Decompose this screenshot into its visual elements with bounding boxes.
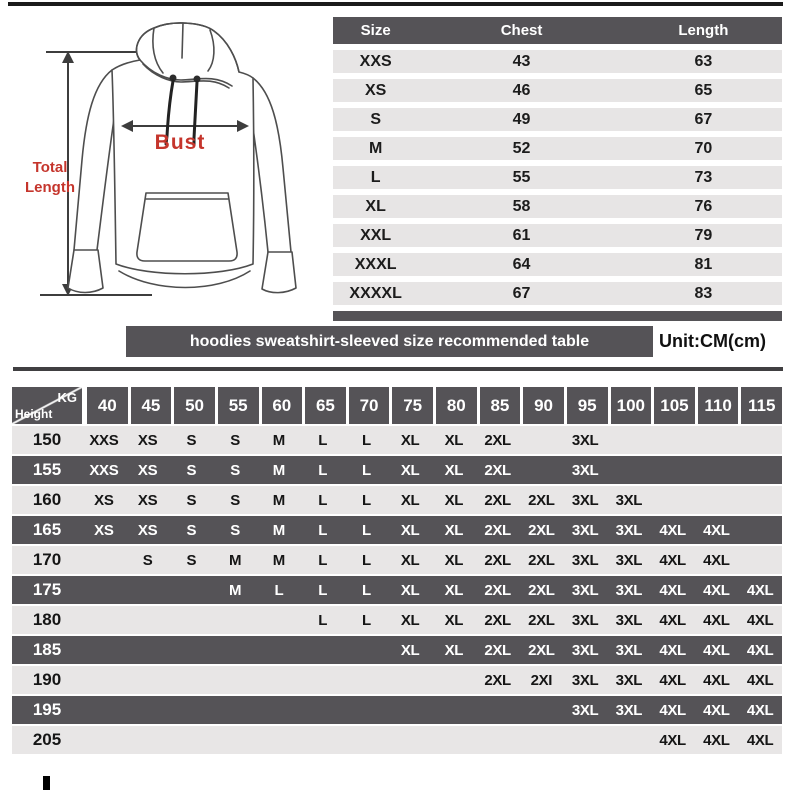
fit-table-row: [12, 426, 782, 454]
fit-size-cell: 3XL: [571, 611, 599, 629]
fit-size-cell: 3XL: [615, 581, 643, 599]
fit-size-cell: XL: [400, 491, 420, 509]
fit-size-cell: S: [186, 431, 197, 449]
fit-size-cell: 4XL: [703, 701, 730, 719]
fit-size-cell: XS: [94, 491, 114, 509]
weight-column-header: 70: [349, 387, 390, 424]
fit-size-cell: 4XL: [659, 521, 686, 539]
fit-size-cell: 4XL: [746, 731, 774, 749]
fit-size-cell: 2XL: [528, 551, 555, 569]
fit-size-cell: M: [229, 581, 242, 599]
fit-size-cell: 4XL: [703, 731, 730, 749]
fit-size-cell: L: [361, 491, 371, 509]
fit-size-cell: 2XL: [484, 491, 511, 509]
size-table-cell: 64: [512, 255, 531, 273]
height-row-label: 150: [32, 430, 62, 449]
fit-size-cell: L: [274, 581, 284, 599]
size-table-body: [333, 50, 782, 305]
size-table-footer-bar: [333, 311, 782, 321]
fit-size-cell: 3XL: [571, 671, 599, 689]
fit-size-cell: XL: [444, 431, 464, 449]
fit-size-cell: L: [318, 461, 328, 479]
fit-size-cell: 3XL: [615, 551, 643, 569]
size-table-column-header: Chest: [500, 22, 543, 39]
weight-column-header: 110: [698, 387, 739, 424]
fit-size-cell: 3XL: [571, 641, 599, 659]
height-row-label: 155: [32, 460, 62, 479]
fit-table-row: [12, 486, 782, 514]
fit-size-cell: L: [361, 431, 371, 449]
fit-size-cell: 4XL: [703, 671, 730, 689]
size-table-cell: XXXL: [354, 255, 397, 273]
fit-size-cell: S: [230, 521, 240, 539]
section-divider-line: [13, 367, 783, 371]
fit-size-cell: 3XL: [615, 671, 643, 689]
fit-size-cell: XS: [137, 491, 158, 509]
fit-size-cell: L: [361, 581, 371, 599]
fit-size-cell: 3XL: [571, 701, 599, 719]
size-table-header: [333, 17, 782, 44]
fit-size-cell: S: [186, 521, 197, 539]
fit-size-cell: L: [318, 521, 328, 539]
fit-size-cell: XL: [444, 461, 464, 479]
weight-column-header: 115: [741, 387, 782, 424]
fit-size-cell: 2XL: [484, 521, 511, 539]
fit-size-cell: L: [361, 521, 371, 539]
fit-size-cell: 3XL: [615, 521, 643, 539]
fit-size-cell: 2XL: [528, 611, 555, 629]
fit-size-cell: 4XL: [659, 611, 686, 629]
size-table-row: [333, 137, 782, 160]
size-table-cell: 63: [694, 52, 713, 70]
fit-table-row: [12, 546, 782, 574]
fit-size-cell: L: [318, 611, 328, 629]
fit-size-cell: 4XL: [659, 731, 686, 749]
height-row-label: 195: [32, 700, 62, 719]
size-table-cell: L: [370, 168, 381, 186]
size-table-cell: XXL: [360, 226, 392, 244]
fit-table-row: [12, 636, 782, 664]
size-table-column-header: Length: [678, 22, 729, 39]
fit-size-cell: XXS: [89, 431, 119, 449]
kg-corner-label: KG: [57, 390, 77, 405]
size-table-cell: 70: [694, 139, 713, 157]
fit-size-cell: 2XL: [484, 551, 511, 569]
size-table-cell: 55: [512, 168, 531, 186]
fit-size-cell: 4XL: [746, 671, 774, 689]
fit-table-row: [12, 456, 782, 484]
fit-size-cell: XXS: [89, 461, 119, 479]
fit-size-cell: M: [229, 551, 242, 569]
size-table-cell: 49: [512, 110, 531, 128]
fit-size-cell: 2XL: [528, 521, 555, 539]
fit-size-cell: 4XL: [746, 641, 774, 659]
fit-size-cell: 3XL: [571, 521, 599, 539]
size-table-cell: XL: [365, 197, 386, 215]
fit-size-cell: 4XL: [703, 521, 730, 539]
fit-size-cell: 3XL: [571, 431, 599, 449]
size-table-row: [333, 224, 782, 247]
fit-size-cell: 3XL: [615, 491, 643, 509]
size-table-cell: 52: [512, 139, 531, 157]
fit-size-cell: 4XL: [659, 641, 686, 659]
fit-size-cell: 3XL: [571, 551, 599, 569]
fit-size-cell: 2XL: [484, 611, 511, 629]
fit-size-cell: XL: [400, 431, 420, 449]
size-table-cell: M: [368, 139, 383, 157]
kg-height-corner-cell: [12, 387, 82, 424]
fit-size-cell: S: [186, 491, 197, 509]
size-table-cell: 65: [694, 81, 713, 99]
size-table-row: [333, 253, 782, 276]
fit-size-cell: 4XL: [746, 701, 774, 719]
fit-size-cell: L: [361, 611, 371, 629]
weight-column-header: 40: [87, 387, 128, 424]
fit-table-row: [12, 726, 782, 754]
weight-column-header: 75: [392, 387, 433, 424]
fit-size-cell: 2XL: [484, 461, 511, 479]
weight-column-header: 80: [436, 387, 477, 424]
fit-table-body: [12, 426, 782, 754]
height-row-label: 175: [32, 580, 62, 599]
fit-size-cell: XL: [400, 551, 420, 569]
fit-table-row: [12, 696, 782, 724]
size-table-cell: 67: [512, 284, 531, 302]
fit-size-cell: 2XI: [530, 671, 553, 689]
fit-table: [12, 387, 782, 756]
fit-size-cell: XL: [444, 581, 464, 599]
fit-size-cell: XS: [137, 521, 158, 539]
weight-column-header: 60: [262, 387, 303, 424]
fit-size-cell: 2XL: [528, 641, 555, 659]
fit-size-cell: 2XL: [528, 581, 555, 599]
size-table-cell: 67: [694, 110, 713, 128]
fit-size-cell: L: [361, 551, 371, 569]
size-table-cell: 43: [512, 52, 531, 70]
unit-label: Unit:CM(cm): [659, 331, 766, 351]
weight-column-header: 105: [654, 387, 695, 424]
size-table-cell: 81: [694, 255, 713, 273]
fit-table-row: [12, 666, 782, 694]
height-row-label: 180: [32, 610, 62, 629]
height-row-label: 185: [32, 640, 62, 659]
fit-size-cell: XL: [444, 521, 464, 539]
weight-column-header: 95: [567, 387, 608, 424]
fit-size-cell: 2XL: [484, 671, 511, 689]
size-table-cell: S: [370, 110, 381, 128]
size-table-cell: XS: [364, 81, 387, 99]
weight-column-header: 100: [611, 387, 652, 424]
weight-column-header: 50: [174, 387, 215, 424]
fit-size-cell: L: [361, 461, 371, 479]
size-table-row: [333, 108, 782, 131]
fit-size-cell: XL: [400, 611, 420, 629]
weight-column-header: 90: [523, 387, 564, 424]
size-table-row: [333, 282, 782, 305]
weight-column-header: 85: [480, 387, 521, 424]
fit-size-cell: 2XL: [528, 491, 555, 509]
fit-size-cell: 2XL: [484, 641, 511, 659]
fit-size-cell: 4XL: [703, 611, 730, 629]
size-table-cell: XXS: [359, 52, 392, 70]
size-table-cell: XXXXL: [349, 284, 402, 302]
hoodie-measurement-diagram: [0, 0, 332, 322]
fit-size-cell: 3XL: [571, 581, 599, 599]
height-row-label: 170: [32, 550, 62, 569]
fit-size-cell: S: [186, 551, 197, 569]
size-table-cell: 79: [694, 226, 713, 244]
fit-size-cell: XL: [400, 641, 420, 659]
fit-size-cell: 4XL: [659, 551, 686, 569]
fit-size-cell: L: [318, 431, 328, 449]
fit-size-cell: 4XL: [659, 581, 686, 599]
fit-size-cell: 4XL: [703, 581, 730, 599]
size-table-row: [333, 195, 782, 218]
size-table: [333, 17, 782, 321]
size-table-cell: 76: [694, 197, 713, 215]
fit-table-header: [12, 387, 782, 424]
fit-size-cell: S: [230, 461, 240, 479]
height-row-label: 160: [32, 490, 62, 509]
fit-size-cell: 2XL: [484, 431, 511, 449]
fit-size-cell: S: [142, 551, 153, 569]
fit-size-cell: L: [318, 551, 328, 569]
fit-size-cell: XL: [400, 521, 420, 539]
fit-size-cell: L: [318, 491, 328, 509]
fit-size-cell: 3XL: [615, 641, 643, 659]
fit-size-cell: XL: [400, 461, 420, 479]
fit-size-cell: S: [230, 431, 240, 449]
fit-size-cell: XL: [444, 491, 464, 509]
fit-size-cell: XL: [444, 551, 464, 569]
weight-column-header: 45: [131, 387, 172, 424]
size-table-cell: 58: [512, 197, 531, 215]
fit-size-cell: 3XL: [571, 491, 599, 509]
fit-size-cell: XL: [400, 581, 420, 599]
weight-column-header: 65: [305, 387, 346, 424]
fit-size-cell: 4XL: [703, 641, 730, 659]
size-table-row: [333, 166, 782, 189]
fit-size-cell: 4XL: [746, 611, 774, 629]
fit-size-cell: 4XL: [703, 551, 730, 569]
fit-size-cell: M: [272, 431, 285, 449]
fit-size-cell: M: [272, 521, 285, 539]
weight-column-header: 55: [218, 387, 259, 424]
fit-size-cell: L: [318, 581, 328, 599]
fit-size-cell: M: [272, 551, 285, 569]
fit-size-cell: 3XL: [571, 461, 599, 479]
fit-size-cell: 3XL: [615, 701, 643, 719]
fit-size-cell: M: [272, 461, 285, 479]
size-table-column-header: Size: [360, 22, 391, 39]
size-table-cell: 73: [694, 168, 713, 186]
fit-size-cell: 2XL: [484, 581, 511, 599]
fit-table-row: [12, 606, 782, 634]
fit-size-cell: 3XL: [615, 611, 643, 629]
fit-size-cell: 4XL: [659, 701, 686, 719]
fit-size-cell: 4XL: [746, 581, 774, 599]
total-length-label: Total Length: [25, 159, 75, 196]
fit-size-cell: M: [272, 491, 285, 509]
fit-size-cell: S: [230, 491, 240, 509]
fit-size-cell: XS: [137, 431, 158, 449]
fit-size-cell: S: [186, 461, 197, 479]
size-table-cell: 61: [512, 226, 531, 244]
height-corner-label: Height: [15, 407, 53, 421]
fit-size-cell: XL: [444, 641, 464, 659]
size-table-row: [333, 50, 782, 73]
fit-size-cell: XS: [94, 521, 114, 539]
fit-table-row: [12, 576, 782, 604]
height-row-label: 205: [32, 730, 62, 749]
fit-size-cell: 4XL: [659, 671, 686, 689]
banner-title: hoodies sweatshirt-sleeved size recommended table: [126, 326, 653, 357]
size-table-row: [333, 79, 782, 102]
height-row-label: 165: [32, 520, 62, 539]
bottom-crop-mark: [43, 776, 50, 790]
fit-table-row: [12, 516, 782, 544]
bust-label: Bust: [154, 131, 206, 154]
fit-size-cell: XS: [137, 461, 158, 479]
fit-size-cell: XL: [444, 611, 464, 629]
size-table-cell: 83: [694, 284, 713, 302]
size-table-cell: 46: [512, 81, 531, 99]
height-row-label: 190: [32, 670, 62, 689]
